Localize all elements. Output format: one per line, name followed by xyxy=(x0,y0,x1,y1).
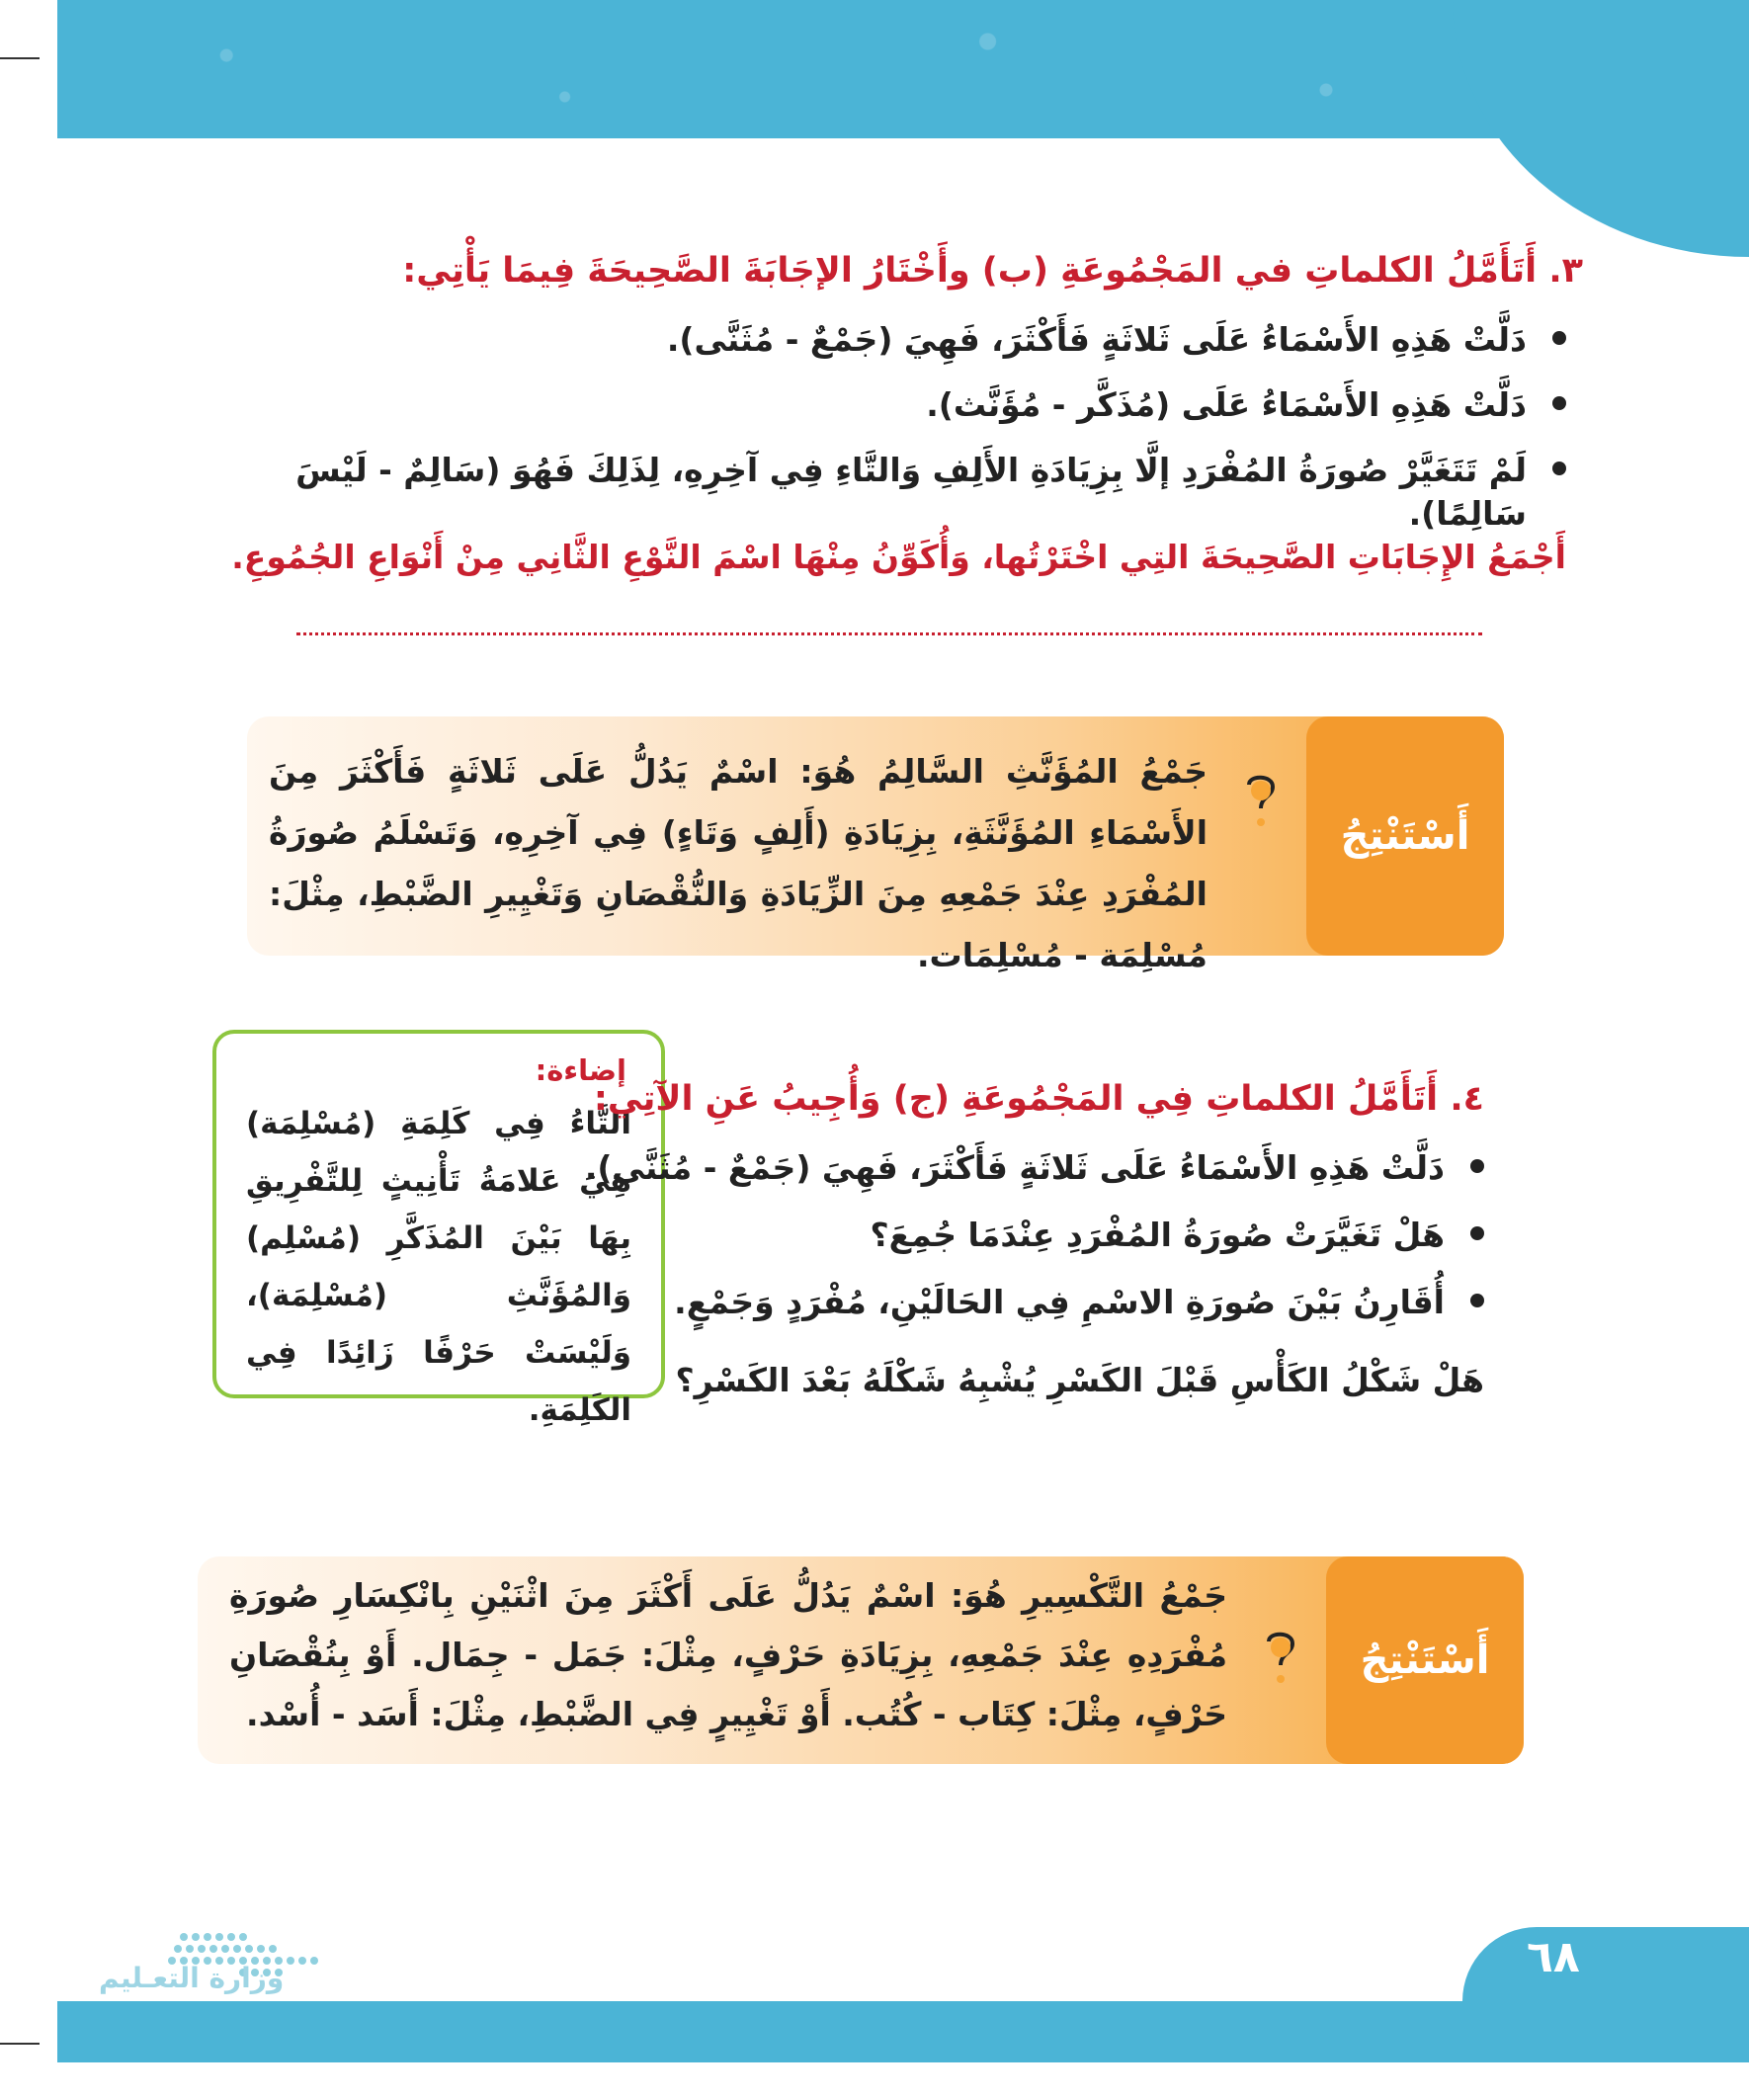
list-item: دَلَّتْ هَذِهِ الأَسْمَاءُ عَلَى ثَلاثَةٍ فَأَكْثَرَ، فَهِيَ (جَمْعٌ - مُثَنَّى). xyxy=(232,318,1566,362)
bullet-icon xyxy=(1552,331,1566,345)
answer-line xyxy=(296,632,1482,635)
question-mark-icon xyxy=(1263,1628,1298,1687)
footer-band xyxy=(57,2001,1749,2062)
list-item: هَلْ تَغَيَّرَتْ صُورَةُ المُفْرَدِ عِنْدَمَا جُمِعَ؟ xyxy=(496,1214,1484,1257)
conclusion-label: أَسْتَنْتِجُ xyxy=(1306,716,1504,956)
question-3-title: ٣. أَتَأَمَّلُ الكلماتِ في المَجْمُوعَةِ (ب) وأَخْتَارُ الإجَابَةَ الصَّحِيحَةَ فِيمَا يَأْتِي: xyxy=(402,251,1583,291)
conclusion-text: جَمْعُ المُؤَنَّثِ السَّالِمُ هُوَ: اسْمٌ يَدُلُّ عَلَى ثَلاثَةٍ فَأَكْثَرَ مِنَ الأَسْمَاءِ المُؤَنَّثَةِ، بِزِيَادَةِ (أَلِفٍ وَتَاءٍ) فِي آخِرِهِ، وَتَسْلَمُ صُورَةُ المُفْرَدِ عِنْدَ جَمْعِهِ مِنَ الزِّيَادَةِ وَالنُّقْصَانِ وَتَغْيِيرِ الضَّبْطِ، مِثْلَ: مُسْلِمَة - مُسْلِمَات. xyxy=(269,752,1208,974)
conclusion-box-2 xyxy=(198,1556,1524,1764)
note-title: إضاءة: xyxy=(535,1053,626,1087)
question-mark-icon xyxy=(1243,771,1279,830)
question-3-instruction: أَجْمَعُ الإِجَابَاتِ الصَّحِيحَةَ التِي اخْتَرْتُها، وَأُكَوِّنُ مِنْهَا اسْمَ النَّوْعِ الثَّانِي مِنْ أَنْوَاعِ الجُمُوعِ. xyxy=(231,538,1566,576)
crop-mark xyxy=(0,2043,40,2045)
crop-mark xyxy=(0,57,40,59)
question-3-list xyxy=(232,318,1566,536)
bullet-icon xyxy=(1470,1294,1484,1307)
list-item: دَلَّتْ هَذِهِ الأَسْمَاءُ عَلَى (مُذَكَّر - مُؤَنَّث). xyxy=(232,383,1566,427)
list-item: دَلَّتْ هَذِهِ الأَسْمَاءُ عَلَى ثَلاثَةٍ فَأَكْثَرَ، فَهِيَ (جَمْعٌ - مُثَنَّى). xyxy=(496,1146,1484,1190)
bullet-icon xyxy=(1470,1226,1484,1240)
conclusion-box-1 xyxy=(247,716,1504,974)
note-text: التَّاءُ فِي كَلِمَةِ (مُسْلِمَة) هِيَ عَلامَةُ تَأْنِيثٍ لِلتَّفْرِيقِ بِهَا بَيْنَ المُذَكَّرِ (مُسْلِم) وَالمُؤَنَّثِ (مُسْلِمَة)، وَلَيْسَتْ حَرْفًا زَائِدًا فِي الكَلِمَةِ. xyxy=(246,1106,631,1428)
list-item: لَمْ تَتَغَيَّرْ صُورَةُ المُفْرَدِ إلَّا بِزِيَادَةِ الأَلِفِ وَالتَّاءِ فِي آخِرِهِ، لِذَلِكَ فَهُوَ (سَالِمٌ - لَيْسَ سَالِمًا). xyxy=(232,449,1566,536)
question-4-extra: هَلْ شَكْلُ الكَأْسِ قَبْلَ الكَسْرِ يُشْبِهُ شَكْلَهُ بَعْدَ الكَسْرِ؟ xyxy=(675,1361,1484,1399)
bullet-icon xyxy=(1470,1159,1484,1173)
ministry-logo-icon xyxy=(95,1902,332,2011)
bullet-icon xyxy=(1552,396,1566,410)
question-4-title: ٤. أَتَأَمَّلُ الكلماتِ فِي المَجْمُوعَةِ (ج) وَأُجِيبُ عَنِ الآتِي: xyxy=(593,1079,1484,1119)
list-item: أُقَارِنُ بَيْنَ صُورَةِ الاسْمِ فِي الحَالَيْنِ، مُفْرَدٍ وَجَمْعٍ. xyxy=(496,1281,1484,1324)
ministry-logo-text: وزارة التعـليم xyxy=(99,1962,285,1994)
header-curve xyxy=(1453,0,1749,257)
conclusion-text: جَمْعُ التَّكْسِيرِ هُوَ: اسْمٌ يَدُلُّ عَلَى أَكْثَرَ مِنَ اثْنَيْنِ بِانْكِسَارِ صُورَةِ مُفْرَدِهِ عِنْدَ جَمْعِهِ، بِزِيَادَةِ حَرْفٍ، مِثْلَ: جَمَل - جِمَال. أَوْ بِنُقْصَانِ حَرْفٍ، مِثْلَ: كِتَاب - كُتُب. أَوْ تَغْيِيرٍ فِي الضَّبْطِ، مِثْلَ: أَسَد - أُسْد. xyxy=(229,1576,1227,1733)
page-number: ٦٨ xyxy=(1527,1932,1580,1982)
question-4-list xyxy=(496,1146,1484,1324)
conclusion-label: أَسْتَنْتِجُ xyxy=(1326,1556,1524,1764)
bullet-icon xyxy=(1552,462,1566,475)
page-number-tab xyxy=(1462,1927,1749,2001)
